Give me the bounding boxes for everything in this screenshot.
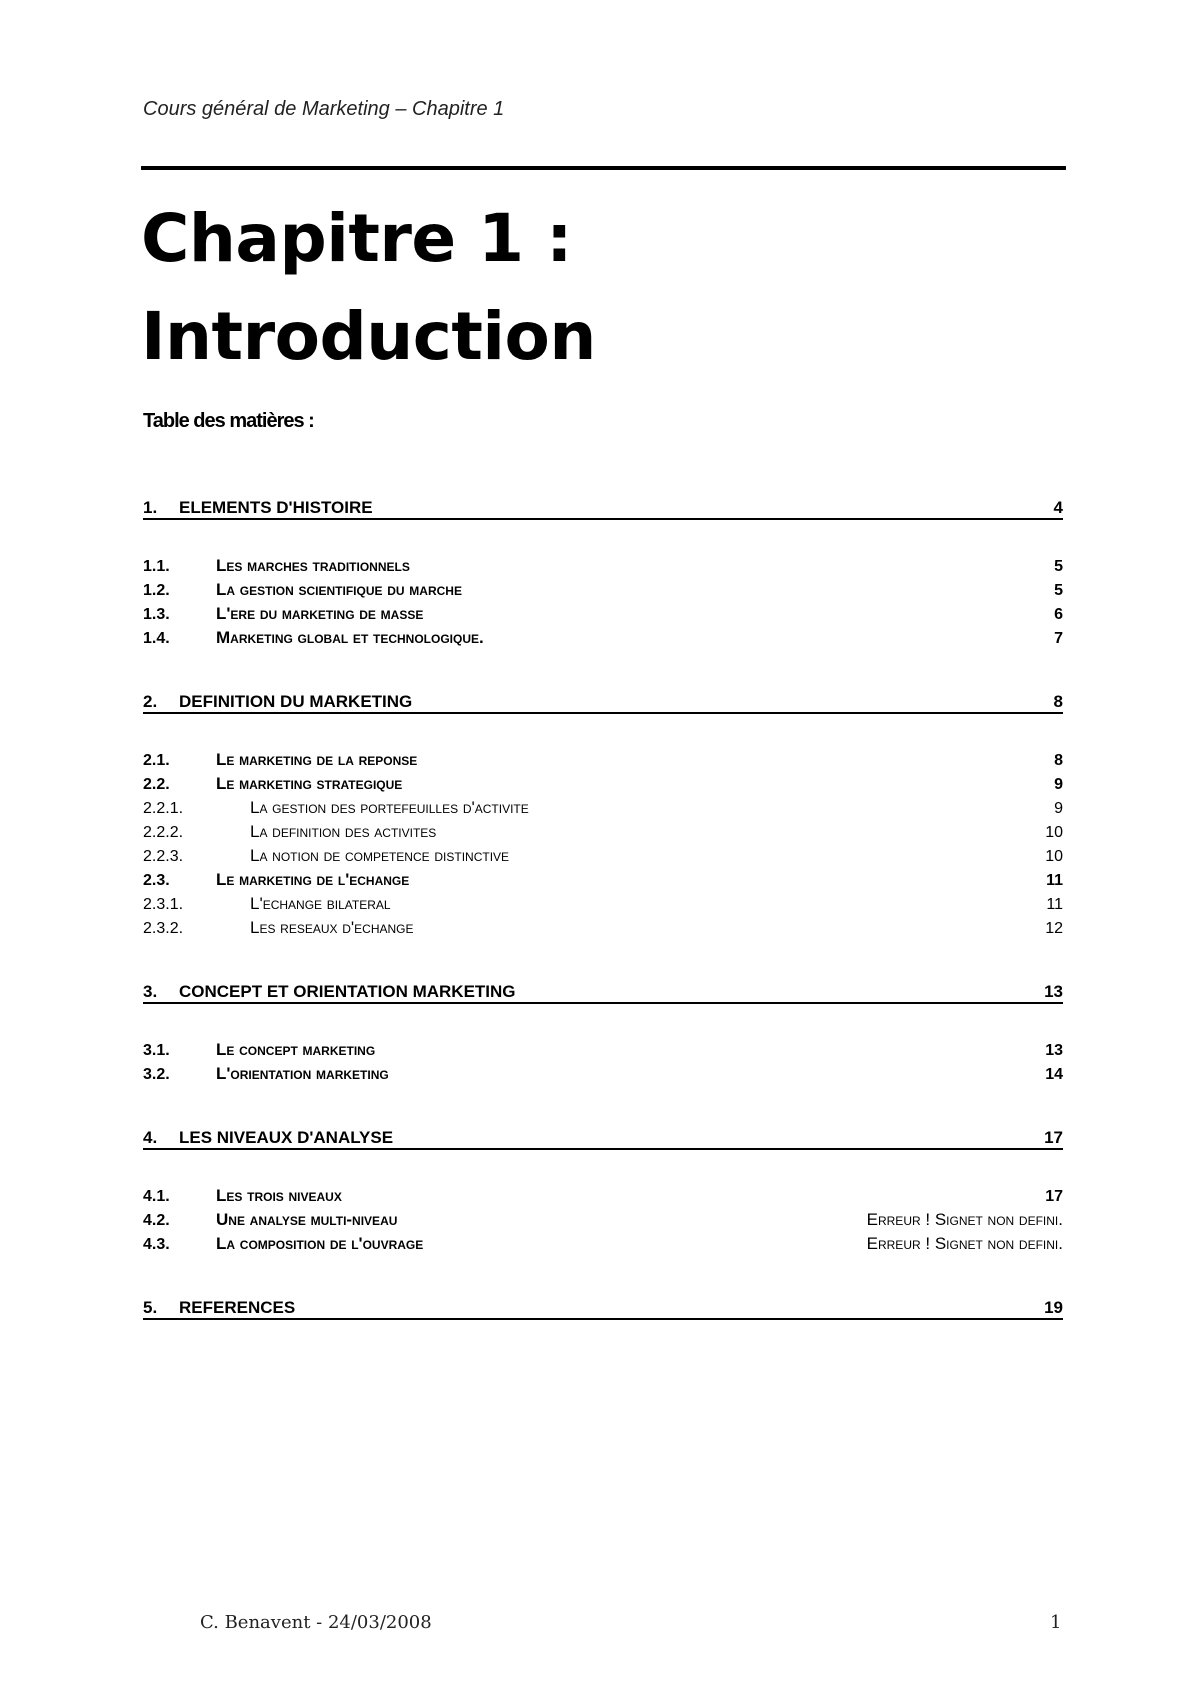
toc-entry-number: 2. bbox=[143, 692, 158, 711]
toc-entry-title: LES NIVEAUX D'ANALYSE bbox=[179, 1128, 394, 1147]
toc-entry[interactable] bbox=[143, 1060, 1063, 1084]
toc-entry-page: Erreur ! Signet non defini. bbox=[866, 1234, 1063, 1253]
toc-entry-page: 11 bbox=[1046, 896, 1063, 913]
toc-heading: Table des matières : bbox=[143, 410, 314, 432]
chapter-title-line-1: Chapitre 1 : bbox=[141, 200, 572, 277]
toc-entry-title: Une analyse multi-niveau bbox=[216, 1210, 398, 1229]
toc-entry-page: 12 bbox=[1045, 920, 1063, 937]
toc-entry[interactable] bbox=[143, 818, 1063, 842]
toc-entry-number: 4.3. bbox=[143, 1236, 170, 1253]
toc-entry-title: Les reseaux d'echange bbox=[250, 918, 414, 937]
toc-entry[interactable] bbox=[143, 1182, 1063, 1206]
toc-entry[interactable] bbox=[143, 1124, 1063, 1150]
toc-entry[interactable] bbox=[143, 576, 1063, 600]
toc-entry-number: 2.3.2. bbox=[143, 920, 184, 937]
toc-entry-number: 4.1. bbox=[143, 1188, 170, 1205]
toc-entry-title: Le concept marketing bbox=[216, 1040, 376, 1059]
toc-entry[interactable] bbox=[143, 1036, 1063, 1060]
toc-entry[interactable] bbox=[143, 600, 1063, 624]
toc-entry-title: La notion de competence distinctive bbox=[250, 846, 510, 865]
toc-entry-title: Le marketing strategique bbox=[216, 774, 403, 793]
header-rule bbox=[141, 166, 1066, 170]
toc-entry-number: 1.3. bbox=[143, 606, 170, 623]
toc-entry-number: 2.2.2. bbox=[143, 824, 184, 841]
toc-entry-title: L'orientation marketing bbox=[216, 1064, 389, 1083]
toc-entry-page: 11 bbox=[1046, 872, 1063, 889]
toc-entry-title: Marketing global et technologique. bbox=[216, 628, 484, 647]
toc-entry-page: 7 bbox=[1054, 630, 1063, 647]
toc-entry[interactable] bbox=[143, 494, 1063, 520]
toc-entry-number: 4. bbox=[143, 1128, 158, 1147]
footer-page-number: 1 bbox=[1050, 1612, 1062, 1633]
toc-entry-number: 2.3. bbox=[143, 872, 170, 889]
toc-entry-title: La composition de l'ouvrage bbox=[216, 1234, 424, 1253]
toc-entry-page: 17 bbox=[1044, 1128, 1063, 1147]
toc-entry-number: 2.2. bbox=[143, 776, 170, 793]
toc-entry-page: 4 bbox=[1053, 498, 1063, 517]
toc-entry-page: 6 bbox=[1054, 606, 1063, 623]
toc-entry[interactable] bbox=[143, 978, 1063, 1004]
toc-entry-page: 13 bbox=[1045, 1042, 1063, 1059]
chapter-title-line-2: Introduction bbox=[141, 298, 596, 375]
toc-entry-page: Erreur ! Signet non defini. bbox=[866, 1210, 1063, 1229]
toc-entry-number: 1. bbox=[143, 498, 158, 517]
toc-entry-number: 3.2. bbox=[143, 1066, 170, 1083]
toc-entry-title: CONCEPT ET ORIENTATION MARKETING bbox=[179, 982, 516, 1001]
toc-entry-title: La gestion scientifique du marche bbox=[216, 580, 462, 599]
running-header: Cours général de Marketing – Chapitre 1 bbox=[143, 98, 505, 120]
toc-entry-number: 2.1. bbox=[143, 752, 170, 769]
toc-entry-number: 5. bbox=[143, 1298, 158, 1317]
toc-entry-number: 4.2. bbox=[143, 1212, 170, 1229]
toc-entry-number: 2.2.3. bbox=[143, 848, 184, 865]
toc-entry-title: Le marketing de l'echange bbox=[216, 870, 410, 889]
toc-entry[interactable] bbox=[143, 1294, 1063, 1320]
toc-entry-page: 14 bbox=[1045, 1066, 1063, 1083]
toc-entry-page: 19 bbox=[1044, 1298, 1063, 1317]
toc-entry-title: Les trois niveaux bbox=[216, 1186, 342, 1205]
toc-entry-title: ELEMENTS D'HISTOIRE bbox=[179, 498, 373, 517]
toc-entry[interactable] bbox=[143, 1230, 1063, 1254]
toc-entry-page: 8 bbox=[1053, 692, 1063, 711]
toc-entry[interactable] bbox=[143, 624, 1063, 648]
toc-entry-title: DEFINITION DU MARKETING bbox=[179, 692, 413, 711]
toc-entry-number: 1.2. bbox=[143, 582, 170, 599]
toc-entry[interactable] bbox=[143, 914, 1063, 938]
toc-entry-page: 9 bbox=[1054, 776, 1063, 793]
toc-entry-number: 2.2.1. bbox=[143, 800, 184, 817]
toc-entry-page: 10 bbox=[1045, 824, 1063, 841]
toc-entry[interactable] bbox=[143, 770, 1063, 794]
toc-entry-page: 10 bbox=[1045, 848, 1063, 865]
toc-entry-title: L'echange bilateral bbox=[250, 894, 391, 913]
toc-entry-page: 17 bbox=[1045, 1188, 1063, 1205]
toc-entry-title: Le marketing de la reponse bbox=[216, 750, 418, 769]
toc-entry-title: REFERENCES bbox=[179, 1298, 296, 1317]
toc-entry[interactable] bbox=[143, 1206, 1063, 1230]
toc-entry-page: 9 bbox=[1054, 800, 1063, 817]
toc-entry[interactable] bbox=[143, 552, 1063, 576]
toc-entry[interactable] bbox=[143, 794, 1063, 818]
toc-entry-page: 8 bbox=[1054, 752, 1063, 769]
toc-entry-number: 3. bbox=[143, 982, 158, 1001]
toc-entry[interactable] bbox=[143, 842, 1063, 866]
toc-entry-number: 2.3.1. bbox=[143, 896, 184, 913]
footer-author-date: C. Benavent - 24/03/2008 bbox=[200, 1612, 432, 1633]
toc-entry-page: 5 bbox=[1054, 582, 1063, 599]
toc-entry-number: 1.1. bbox=[143, 558, 170, 575]
toc-entry-number: 1.4. bbox=[143, 630, 170, 647]
toc-entry[interactable] bbox=[143, 746, 1063, 770]
toc-entry-page: 5 bbox=[1054, 558, 1063, 575]
toc-entry[interactable] bbox=[143, 688, 1063, 714]
chapter-title bbox=[141, 190, 596, 386]
toc-entry-title: La gestion des portefeuilles d'activite bbox=[250, 798, 529, 817]
toc-entry-number: 3.1. bbox=[143, 1042, 170, 1059]
toc-entry-title: Les marches traditionnels bbox=[216, 556, 410, 575]
toc-entry[interactable] bbox=[143, 890, 1063, 914]
toc-entry-title: La definition des activites bbox=[250, 822, 437, 841]
toc-entry-page: 13 bbox=[1044, 982, 1063, 1001]
toc-entry[interactable] bbox=[143, 866, 1063, 890]
toc-entry-title: L'ere du marketing de masse bbox=[216, 604, 424, 623]
